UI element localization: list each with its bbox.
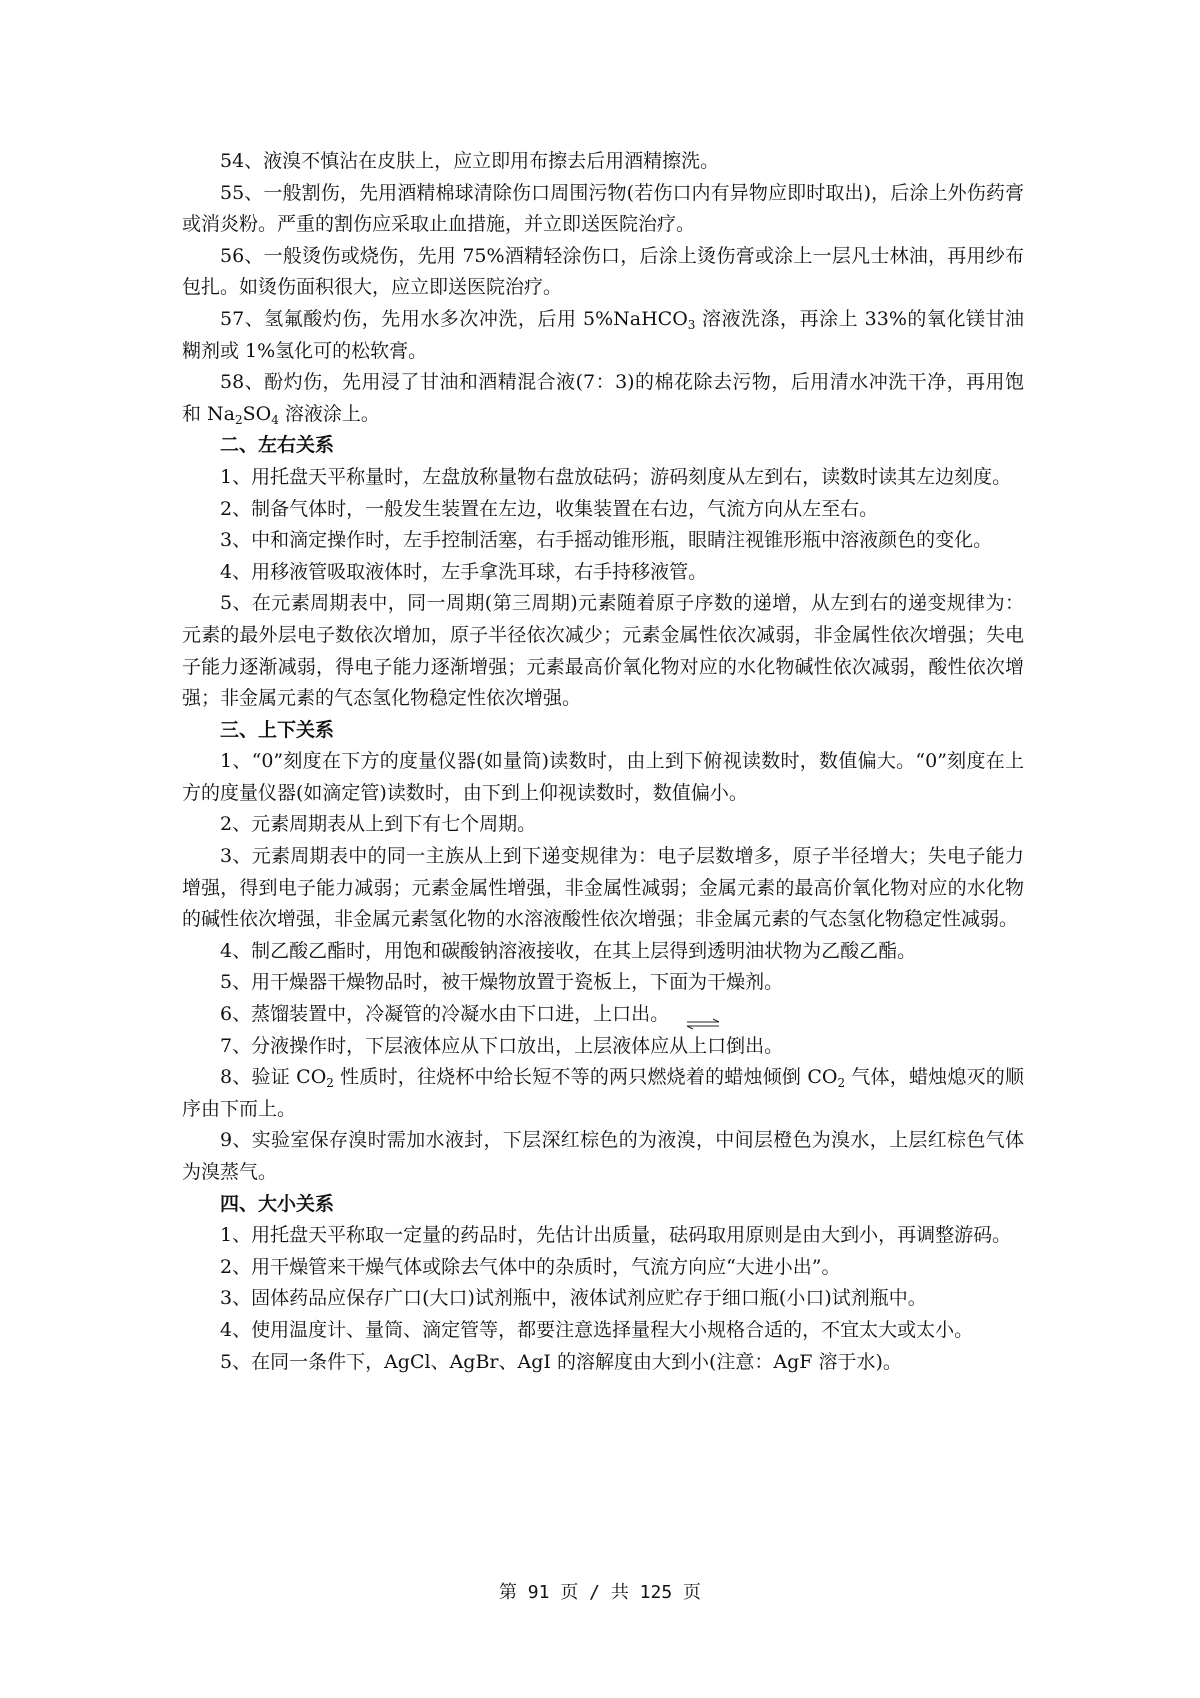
text-run: 溶液洗涤，再涂上 33%的氧化镁甘油糊剂或 1%氢化可的松软膏。	[182, 307, 1024, 362]
subscript: 2	[326, 1076, 334, 1091]
paragraph: 4、使用温度计、量筒、滴定管等，都要注意选择量程大小规格合适的，不宜太大或太小。	[220, 1318, 974, 1341]
paragraph: 4、制乙酸乙酯时，用饱和碳酸钠溶液接收，在其上层得到透明油状物为乙酸乙酯。	[220, 939, 917, 962]
paragraph	[182, 367, 1024, 430]
paragraph	[182, 304, 1024, 367]
subscript: 2	[837, 1076, 846, 1091]
text-run: 58、酚灼伤，先用浸了甘油和酒精混合液(7：3)的棉花除去污物，后用清水冲洗干净，再用饱和 Na	[182, 371, 1024, 425]
paragraph: 1、用托盘天平称量时，左盘放称量物右盘放砝码；游码刻度从左到右，读数时读其左边刻度。	[220, 465, 1012, 488]
paragraph: 5、在同一条件下，AgCl、AgBr、AgI 的溶解度由大到小(注意：AgF 溶于水)。	[220, 1350, 902, 1373]
paragraph: 3、中和滴定操作时，左手控制活塞，右手摇动锥形瓶，眼睛注视锥形瓶中溶液颜色的变化。	[220, 529, 993, 552]
text-run: 溶液涂上。	[278, 402, 380, 425]
section-heading: 三、上下关系	[220, 718, 335, 741]
text-run: 气体，蜡烛熄灭的顺序由下而上。	[182, 1066, 1024, 1120]
paragraph: 2、用干燥管来干燥气体或除去气体中的杂质时，气流方向应“大进小出”。	[220, 1255, 841, 1278]
paragraph: 3、元素周期表中的同一主族从上到下递变规律为：电子层数增多，原子半径增大；失电子能力增强，得到电子能力减弱；元素金属性增强，非金属性减弱；金属元素的最高价氧化物对应的水化物的碱性依次增强，非金属元素氢化物的水溶液酸性依次增强；非金属元素的气态氢化物稳定性减弱。	[182, 845, 1024, 931]
text-run: 性质时，往烧杯中给长短不等的两只燃烧着的蜡烛倾倒 CO	[333, 1066, 838, 1089]
section-heading: 二、左右关系	[220, 434, 335, 457]
paragraph: 5、用干燥器干燥物品时，被干燥物放置于瓷板上，下面为干燥剂。	[220, 971, 784, 994]
section-heading: 四、大小关系	[220, 1192, 335, 1215]
text-run: SO	[242, 402, 272, 425]
document-body	[182, 146, 1024, 1378]
equilibrium-arrows-icon	[685, 1018, 721, 1030]
paragraph: 1、“0”刻度在下方的度量仪器(如量筒)读数时，由上到下俯视读数时，数值偏大。“0”刻度在上方的度量仪器(如滴定管)读数时，由下到上仰视读数时，数值偏小。	[182, 750, 1024, 804]
subscript: 4	[271, 412, 279, 427]
subscript: 3	[687, 317, 696, 332]
subscript: 2	[235, 412, 243, 427]
paragraph: 3、固体药品应保存广口(大口)试剂瓶中，液体试剂应贮存于细口瓶(小口)试剂瓶中。	[220, 1287, 927, 1310]
paragraph: 9、实验室保存溴时需加水液封，下层深红棕色的为液溴，中间层橙色为溴水，上层红棕色气体为溴蒸气。	[182, 1129, 1024, 1183]
paragraph	[182, 1062, 1024, 1125]
paragraph: 2、制备气体时，一般发生装置在左边，收集装置在右边，气流方向从左至右。	[220, 497, 879, 520]
text-run: 8、验证 CO	[220, 1066, 327, 1089]
paragraph: 56、一般烫伤或烧伤，先用 75%酒精轻涂伤口，后涂上烫伤膏或涂上一层凡士林油，再用纱布包扎。如烫伤面积很大，应立即送医院治疗。	[182, 244, 1024, 299]
paragraph: 55、一般割伤，先用酒精棉球清除伤口周围污物(若伤口内有异物应即时取出)，后涂上外伤药膏或消炎粉。严重的割伤应采取止血措施，并立即送医院治疗。	[182, 181, 1024, 236]
paragraph: 6、蒸馏装置中，冷凝管的冷凝水由下口进，上口出。	[220, 1003, 670, 1026]
paragraph: 5、在元素周期表中，同一周期(第三周期)元素随着原子序数的递增，从左到右的递变规律为：元素的最外层电子数依次增加，原子半径依次减少；元素金属性依次减弱，非金属性依次增强；失电子能力逐渐减弱，得电子能力逐渐增强；元素最高价氧化物对应的水化物碱性依次减弱，酸性依次增强；非金属元素的气态氢化物稳定性依次增强。	[182, 592, 1024, 710]
text-run: 57、氢氟酸灼伤，先用水多次冲洗，后用 5%NaHCO	[220, 307, 688, 330]
paragraph: 7、分液操作时，下层液体应从下口放出，上层液体应从上口倒出。	[220, 1034, 784, 1057]
paragraph: 4、用移液管吸取液体时，左手拿洗耳球，右手持移液管。	[220, 560, 708, 583]
paragraph: 54、液溴不慎沾在皮肤上，应立即用布擦去后用酒精擦洗。	[220, 150, 720, 172]
paragraph: 1、用托盘天平称取一定量的药品时，先估计出质量，砝码取用原则是由大到小，再调整游码。	[220, 1224, 1012, 1247]
page-number-footer: 第 91 页 / 共 125 页	[498, 1582, 702, 1603]
paragraph: 2、元素周期表从上到下有七个周期。	[220, 813, 537, 836]
